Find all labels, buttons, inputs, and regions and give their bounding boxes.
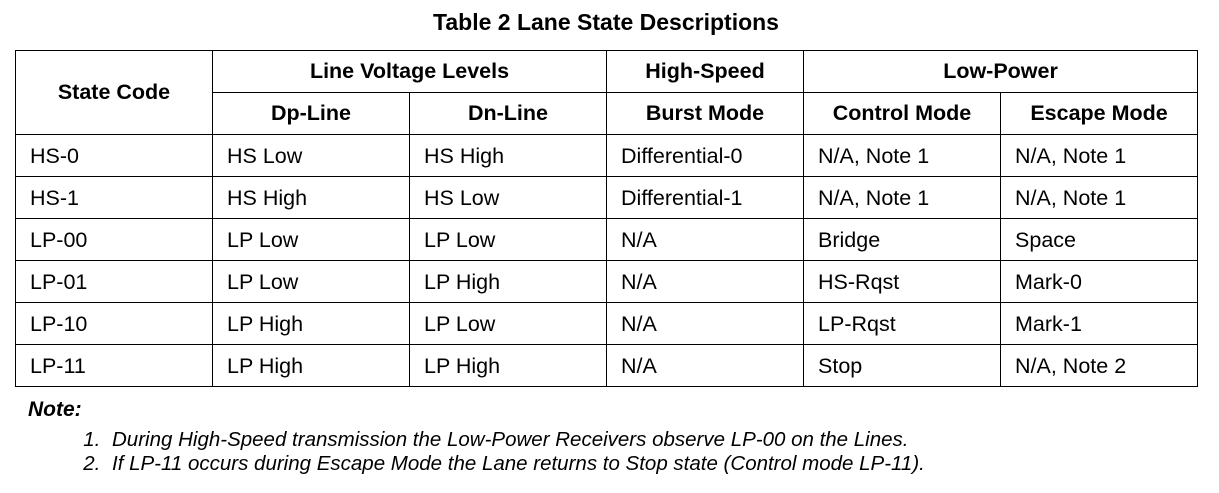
header-escape-mode: Escape Mode (1001, 93, 1198, 135)
cell-dp-line: HS Low (213, 135, 410, 177)
header-state-code: State Code (16, 51, 213, 135)
cell-burst-mode: Differential-0 (607, 135, 804, 177)
cell-dp-line: LP High (213, 303, 410, 345)
cell-dn-line: HS Low (410, 177, 607, 219)
cell-dn-line: LP Low (410, 303, 607, 345)
cell-escape-mode: Mark-0 (1001, 261, 1198, 303)
table-row (16, 345, 1198, 387)
cell-escape-mode: Mark-1 (1001, 303, 1198, 345)
header-dn-line: Dn-Line (410, 93, 607, 135)
table-row (16, 219, 1198, 261)
table-row (16, 135, 1198, 177)
cell-control-mode: Stop (804, 345, 1001, 387)
cell-escape-mode: N/A, Note 1 (1001, 135, 1198, 177)
notes-heading: Note: (28, 398, 82, 421)
cell-state-code: HS-1 (16, 177, 213, 219)
cell-control-mode: N/A, Note 1 (804, 177, 1001, 219)
note-item: 1. During High-Speed transmission the Low-Power Receivers observe LP-00 on the Lines. (106, 428, 925, 452)
lane-state-table (15, 50, 1198, 387)
header-dp-line: Dp-Line (213, 93, 410, 135)
notes-list (28, 428, 925, 476)
cell-burst-mode: N/A (607, 261, 804, 303)
header-control-mode: Control Mode (804, 93, 1001, 135)
header-low-power: Low-Power (804, 51, 1198, 93)
cell-state-code: LP-11 (16, 345, 213, 387)
cell-control-mode: LP-Rqst (804, 303, 1001, 345)
cell-state-code: LP-00 (16, 219, 213, 261)
cell-state-code: HS-0 (16, 135, 213, 177)
cell-dn-line: HS High (410, 135, 607, 177)
cell-control-mode: N/A, Note 1 (804, 135, 1001, 177)
header-burst-mode: Burst Mode (607, 93, 804, 135)
cell-control-mode: HS-Rqst (804, 261, 1001, 303)
cell-burst-mode: N/A (607, 219, 804, 261)
cell-dn-line: LP High (410, 261, 607, 303)
cell-dp-line: LP Low (213, 261, 410, 303)
table-row (16, 177, 1198, 219)
table-title: Table 2 Lane State Descriptions (433, 9, 779, 35)
header-row-1 (16, 51, 1198, 93)
note-item: 2. If LP-11 occurs during Escape Mode the Lane returns to Stop state (Control mode LP-11). (106, 452, 925, 476)
cell-control-mode: Bridge (804, 219, 1001, 261)
table-row (16, 303, 1198, 345)
cell-burst-mode: Differential-1 (607, 177, 804, 219)
cell-dn-line: LP High (410, 345, 607, 387)
cell-dp-line: HS High (213, 177, 410, 219)
cell-escape-mode: Space (1001, 219, 1198, 261)
cell-escape-mode: N/A, Note 1 (1001, 177, 1198, 219)
cell-burst-mode: N/A (607, 303, 804, 345)
table-row (16, 261, 1198, 303)
cell-dp-line: LP High (213, 345, 410, 387)
notes-section (28, 398, 925, 476)
header-high-speed: High-Speed (607, 51, 804, 93)
cell-escape-mode: N/A, Note 2 (1001, 345, 1198, 387)
cell-dp-line: LP Low (213, 219, 410, 261)
header-line-voltage-levels: Line Voltage Levels (213, 51, 607, 93)
cell-dn-line: LP Low (410, 219, 607, 261)
cell-burst-mode: N/A (607, 345, 804, 387)
cell-state-code: LP-01 (16, 261, 213, 303)
cell-state-code: LP-10 (16, 303, 213, 345)
